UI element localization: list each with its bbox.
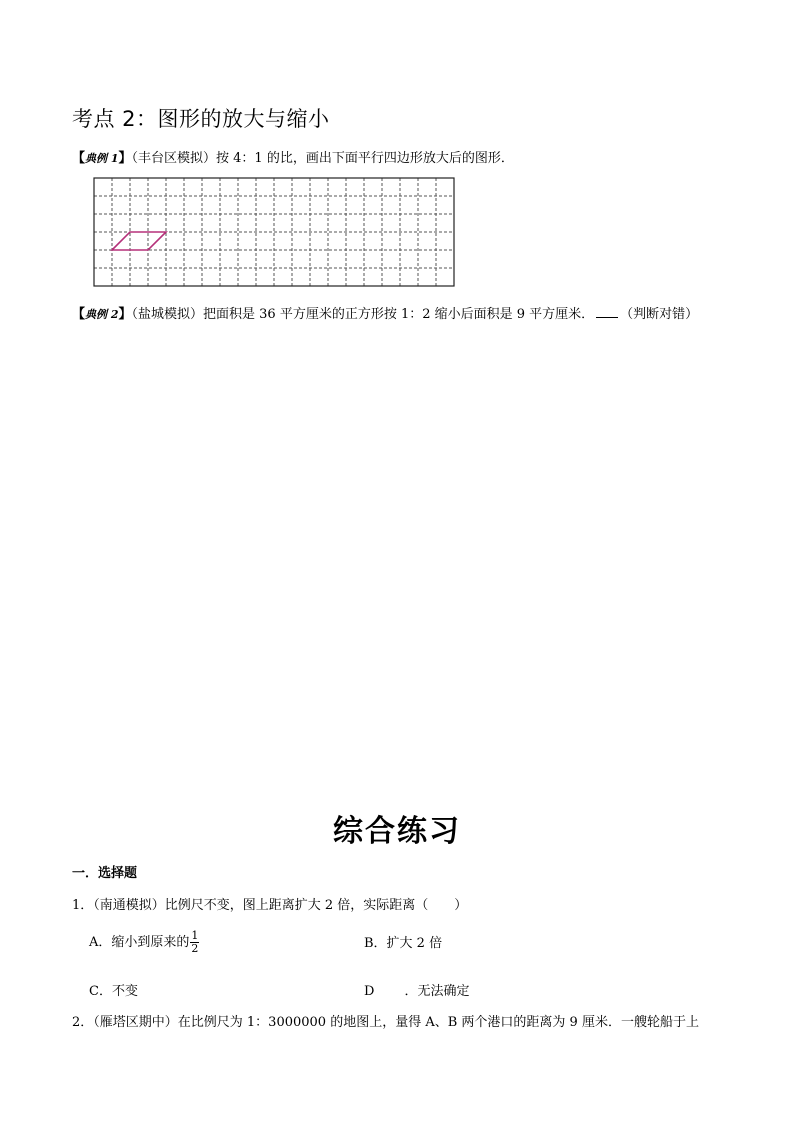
grid-figure [93, 177, 455, 291]
option-d-text: ．无法确定 [404, 984, 470, 999]
option-d-letter: D [364, 984, 375, 999]
question-1-stem: 1．（南通模拟）比例尺不变，图上距离扩大 2 倍，实际距离（ ） [72, 898, 468, 913]
question-1-option-b: B．扩大 2 倍 [364, 936, 443, 951]
part-one-heading: 一．选择题 [72, 866, 138, 881]
question-2-stem: 2．（雁塔区期中）在比例尺为 1：3000000 的地图上，量得 A、B 两个港口的距离为 9 厘米．一艘轮船于上 [72, 1015, 699, 1030]
question-1-option-d [364, 980, 469, 999]
example-1-tag: 【典例 1】 [72, 151, 132, 166]
example-2-suffix: （判断对错） [620, 307, 699, 322]
section-title: 考点 2：图形的放大与缩小 [72, 107, 330, 131]
question-1-option-c: C．不变 [89, 984, 138, 999]
example-2 [72, 303, 698, 322]
parallelogram-shape [112, 232, 166, 250]
example-1-text: （丰台区模拟）按 4：1 的比，画出下面平行四边形放大后的图形． [131, 151, 514, 166]
example-2-text: （盐城模拟）把面积是 36 平方厘米的正方形按 1：2 缩小后面积是 9 平方厘米． [131, 307, 595, 322]
question-1-option-a [89, 930, 199, 955]
example-2-tag: 【典例 2】 [72, 307, 132, 322]
example-1 [72, 147, 514, 166]
grid-paper [93, 177, 455, 287]
fraction: $\frac{1}{2}$ [191, 929, 199, 955]
answer-blank[interactable] [596, 305, 618, 318]
option-a-label: A．缩小到原来的 [89, 935, 190, 950]
practice-title: 综合练习 [333, 814, 461, 849]
